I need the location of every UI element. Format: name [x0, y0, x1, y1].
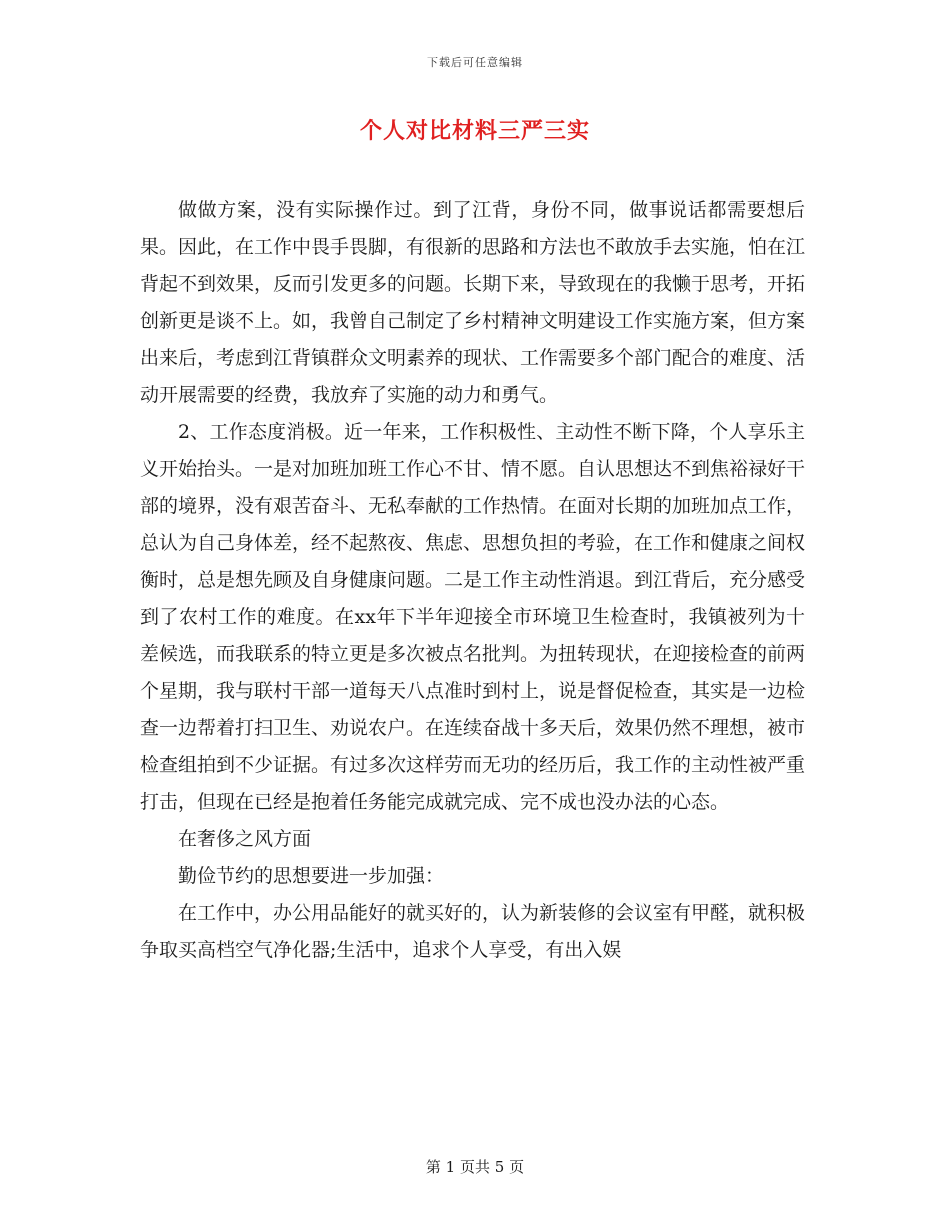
body-paragraph: 2、工作态度消极。近一年来，工作积极性、主动性不断下降，个人享乐主义开始抬头。一是对加班加班工作心不甘、情不愿。自认思想达不到焦裕禄好干部的境界，没有艰苦奋斗、无私奉献的工作热情。在面对长期的加班加点工作，总认为自己身体差，经不起熬夜、焦虑、思想负担的考验，在工作和健康之间权衡时，总是想先顾及自身健康问题。二是工作主动性消退。到江背后，充分感受到了农村工作的难度。在xx年下半年迎接全市环境卫生检查时，我镇被列为十差候选，而我联系的特立更是多次被点名批判。为扭转现状，在迎接检查的前两个星期，我与联村干部一道每天八点准时到村上，说是督促检查，其实是一边检查一边帮着打扫卫生、劝说农户。在连续奋战十多天后，效果仍然不理想，被市检查组拍到不少证据。有过多次这样劳而无功的经历后，我工作的主动性被严重打击，但现在已经是抱着任务能完成就完成、完不成也没办法的心态。 — [140, 421, 806, 813]
page-number: 第 1 页共 5 页 — [425, 1158, 525, 1176]
document-title: 个人对比材料三严三实 — [359, 118, 590, 144]
body-paragraph: 做做方案，没有实际操作过。到了江背，身份不同，做事说话都需要想后果。因此，在工作中畏手畏脚，有很新的思路和方法也不敢放手去实施，怕在江背起不到效果，反而引发更多的问题。长期下来，导致现在的我懒于思考，开拓创新更是谈不上。如，我曾自己制定了乡村精神文明建设工作实施方案，但方案出来后，考虑到江背镇群众文明素养的现状、工作需要多个部门配合的难度、活动开展需要的经费，我放弃了实施的动力和勇气。 — [140, 199, 806, 406]
page-header-note: 下载后可任意编辑 — [427, 56, 523, 69]
document-body — [140, 192, 805, 969]
body-paragraph: 在工作中，办公用品能好的就买好的，认为新装修的会议室有甲醛，就积极争取买高档空气净化器;生活中，追求个人享受，有出入娱 — [140, 902, 806, 961]
body-paragraph: 勤俭节约的思想要进一步加强： — [178, 865, 445, 887]
section-heading: 在奢侈之风方面 — [178, 828, 312, 850]
